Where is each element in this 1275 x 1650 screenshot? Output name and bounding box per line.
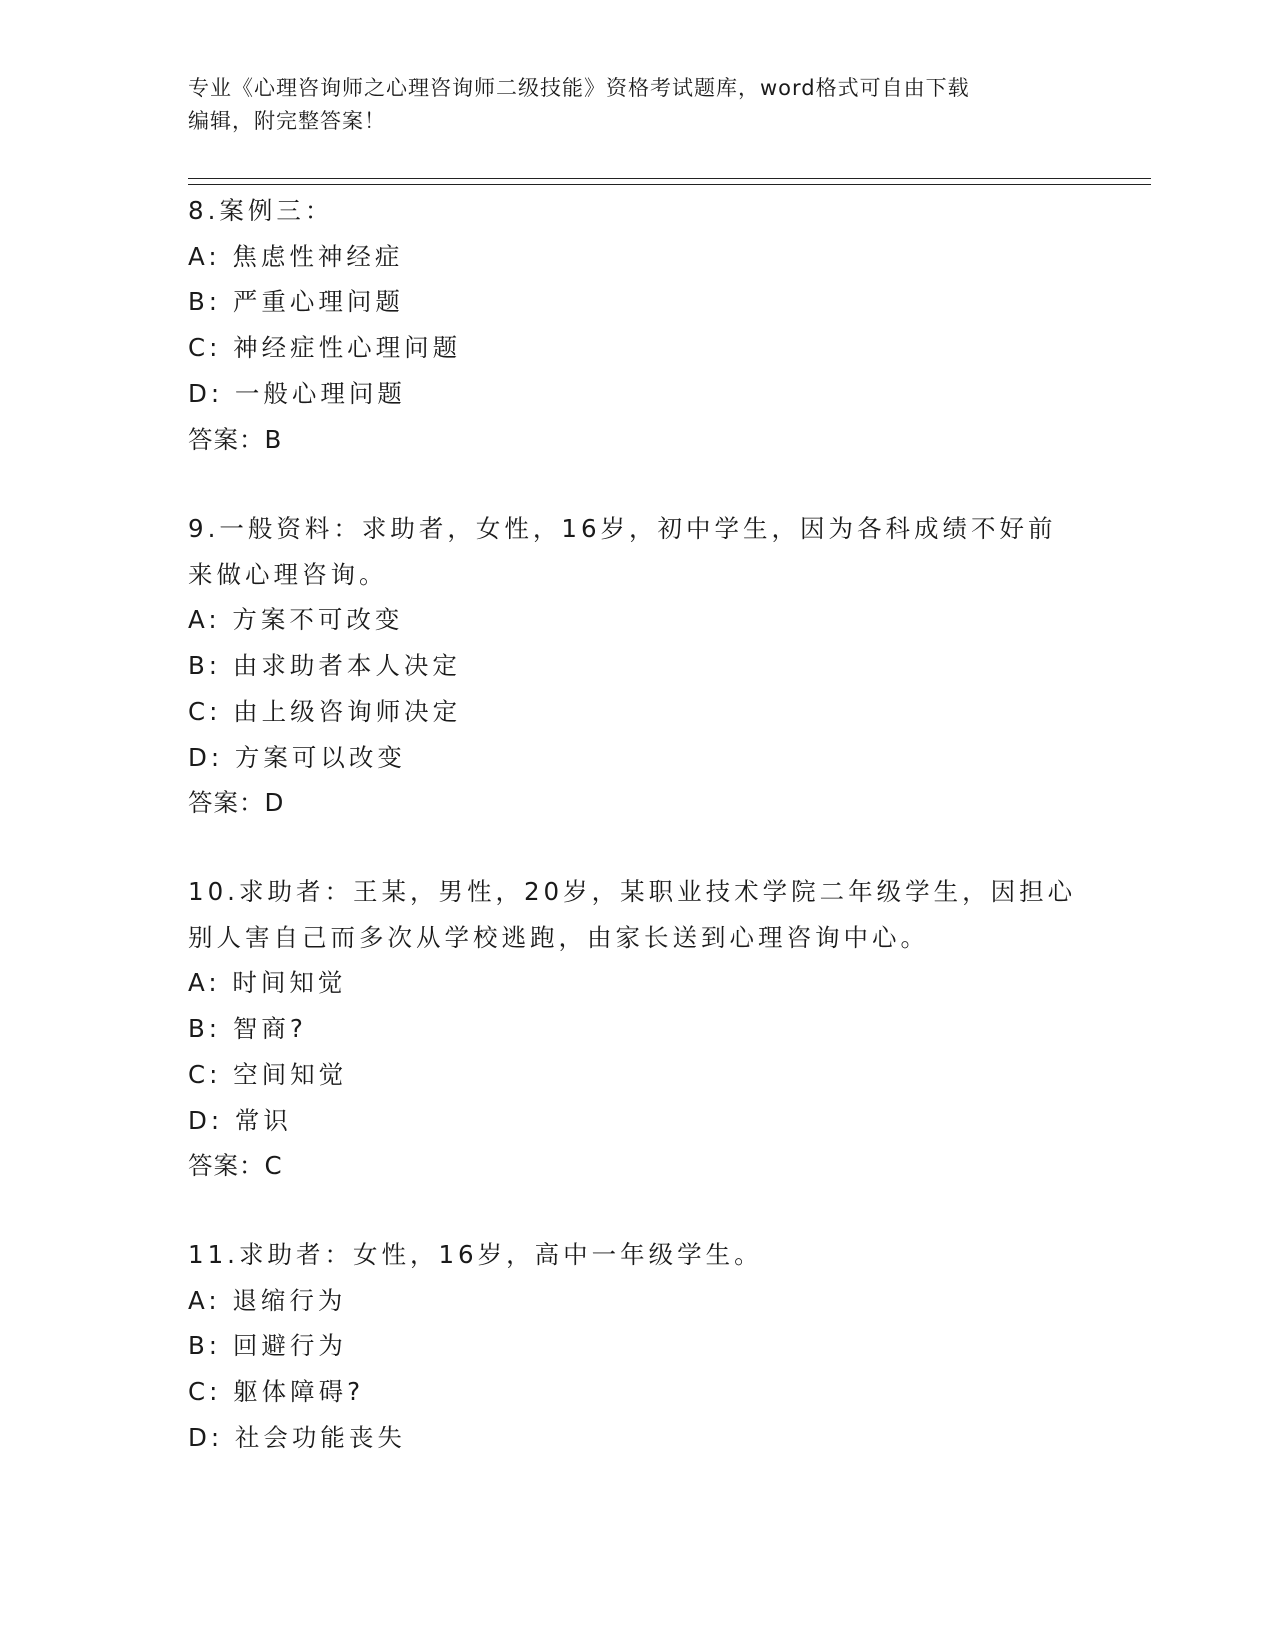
document-header	[188, 72, 1088, 138]
option-b: B: 回避行为	[188, 1331, 347, 1361]
question-stem-continued: 别人害自己而多次从学校逃跑，由家长送到心理咨询中心。	[188, 922, 929, 952]
option-a: A: 焦虑性神经症	[188, 241, 404, 271]
question-stem: 10.求助者：王某，男性，20岁，某职业技术学院二年级学生，因担心	[188, 877, 1077, 906]
option-b: B: 智商?	[188, 1014, 307, 1044]
option-b: B: 严重心理问题	[188, 287, 404, 317]
header-double-rule	[188, 178, 1151, 185]
option-a: A: 方案不可改变	[188, 605, 404, 635]
option-c: C: 空间知觉	[188, 1059, 348, 1089]
option-c: C: 神经症性心理问题	[188, 333, 462, 363]
option-a: A: 时间知觉	[188, 968, 347, 998]
answer-line: 答案：B	[188, 424, 283, 454]
option-d: D: 常识	[188, 1105, 292, 1135]
option-c: C: 躯体障碍?	[188, 1377, 365, 1407]
question-11	[188, 1232, 1088, 1461]
question-stem: 11.求助者：女性，16岁，高中一年级学生。	[188, 1240, 763, 1269]
question-8	[188, 188, 1088, 462]
option-d: D: 一般心理问题	[188, 378, 406, 408]
header-line-1: 专业《心理咨询师之心理咨询师二级技能》资格考试题库，word格式可自由下载	[188, 76, 970, 100]
question-10	[188, 869, 1088, 1189]
answer-line: 答案：C	[188, 1151, 283, 1181]
header-line-2: 编辑，附完整答案！	[188, 109, 386, 133]
question-9	[188, 506, 1088, 826]
question-stem: 9.一般资料：求助者，女性，16岁，初中学生，因为各科成绩不好前	[188, 514, 1057, 543]
option-d: D: 社会功能丧失	[188, 1422, 406, 1452]
question-stem: 8.案例三：	[188, 196, 334, 225]
option-c: C: 由上级咨询师决定	[188, 696, 462, 726]
answer-line: 答案：D	[188, 788, 285, 818]
option-d: D: 方案可以改变	[188, 742, 406, 772]
question-stem-continued: 来做心理咨询。	[188, 559, 388, 589]
option-b: B: 由求助者本人决定	[188, 651, 461, 681]
option-a: A: 退缩行为	[188, 1285, 347, 1315]
